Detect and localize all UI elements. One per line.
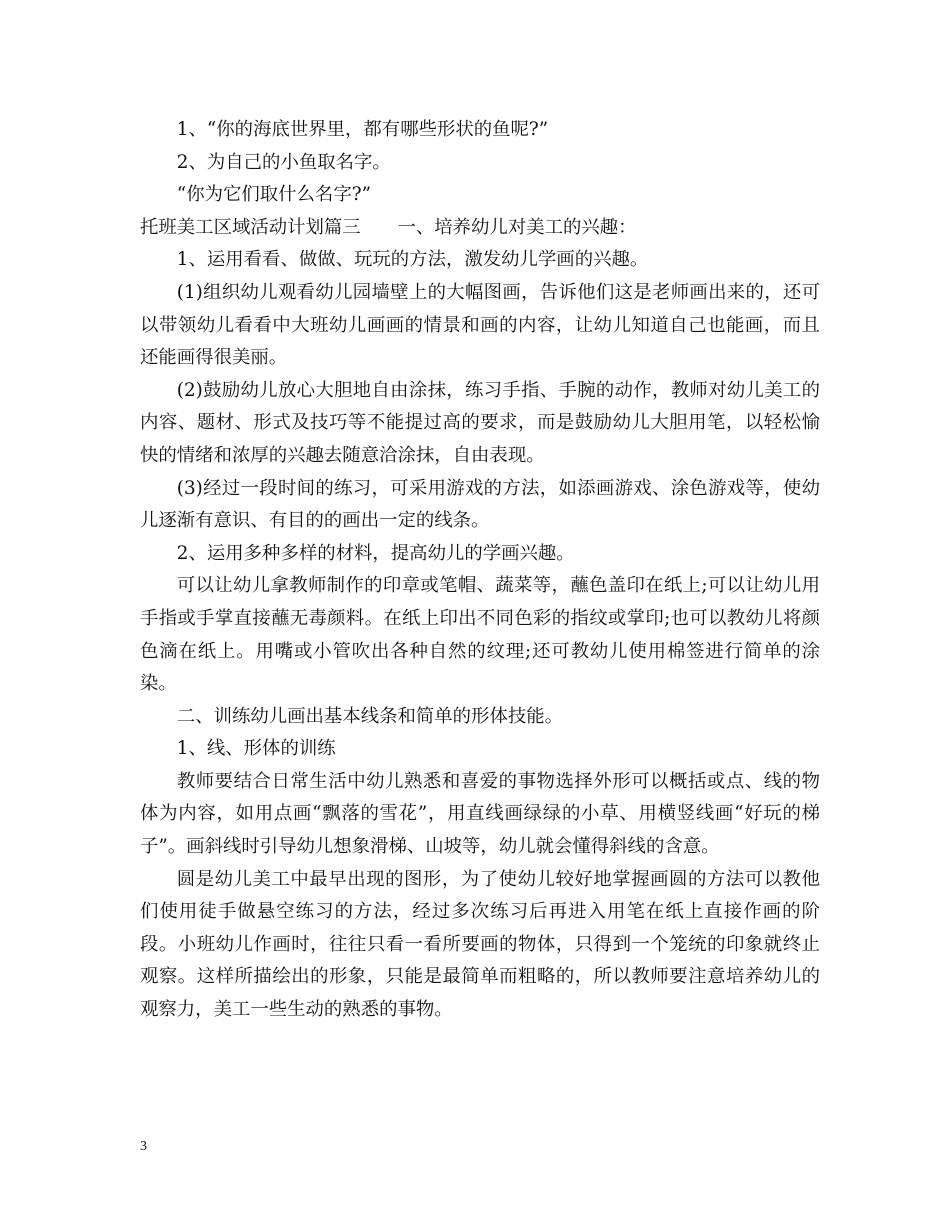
paragraph-method-interest: 1、运用看看、做做、玩玩的方法，激发幼儿学画的兴趣。: [176, 249, 649, 271]
paragraph-item-1: (1)组织幼儿观看幼儿园墙壁上的大幅图画，告诉他们这是老师画出来的，还可以带领幼儿看看中大班幼儿画画的情景和画的内容，让幼儿知道自己也能画，而且还能画得很美丽。: [140, 281, 820, 369]
body-text: [140, 114, 820, 1027]
page-number: 3: [140, 1139, 147, 1154]
paragraph-circle-drawing: 圆是幼儿美工中最早出现的图形，为了使幼儿较好地掌握画圆的方法可以教他们使用徒手做悬空练习的方法，经过多次练习后再进入用笔在纸上直接作画的阶段。小班幼儿作画时，往往只看一看所要画的物体，只得到一个笼统的印象就终止观察。这样所描绘出的形象，只能是最简单而粗略的，所以教师要注意培养幼儿的观察力，美工一些生动的熟悉的事物。: [140, 868, 820, 1021]
paragraph-question-fish-shapes: 1、“你的海底世界里，都有哪些形状的鱼呢?”: [176, 119, 549, 140]
paragraph-materials-heading: 2、运用多种多样的材料，提高幼儿的学画兴趣。: [176, 542, 575, 564]
paragraph-section-two-heading: 二、训练幼儿画出基本线条和简单的形体技能。: [176, 705, 564, 727]
paragraph-name-fish: 2、为自己的小鱼取名字。: [176, 151, 391, 173]
paragraph-item-3: (3)经过一段时间的练习，可采用游戏的方法，如添画游戏、涂色游戏等，使幼儿逐渐有意识、有目的的画出一定的线条。: [140, 477, 820, 532]
paragraph-materials-body: 可以让幼儿拿教师制作的印章或笔帽、蔬菜等，蘸色盖印在纸上;可以让幼儿用手指或手掌直接蘸无毒颜料。在纸上印出不同色彩的指纹或掌印;也可以教幼儿将颜色滴在纸上。用嘴或小管吹出各种自然的纹理;还可教幼儿使用棉签进行简单的涂染。: [140, 575, 820, 695]
paragraph-question-names: “你为它们取什么名字?”: [176, 184, 371, 206]
section-heading-plan-three: 托班美工区域活动计划篇三 一、培养幼儿对美工的兴趣：: [140, 216, 637, 238]
paragraph-item-2: (2)鼓励幼儿放心大胆地自由涂抹，练习手指、手腕的动作，教师对幼儿美工的内容、题材、形式及技巧等不能提过高的要求，而是鼓励幼儿大胆用笔，以轻松愉快的情绪和浓厚的兴趣去随意洽涂抹，自由表现。: [140, 379, 820, 466]
paragraph-line-shape-training: 1、线、形体的训练: [176, 738, 336, 760]
paragraph-teacher-guidance: 教师要结合日常生活中幼儿熟悉和喜爱的事物选择外形可以概括或点、线的物体为内容，如用点画“飘落的雪花”，用直线画绿绿的小草、用横竖线画“好玩的梯子”。画斜线时引导幼儿想象滑梯、山坡等，幼儿就会懂得斜线的含意。: [140, 770, 820, 858]
